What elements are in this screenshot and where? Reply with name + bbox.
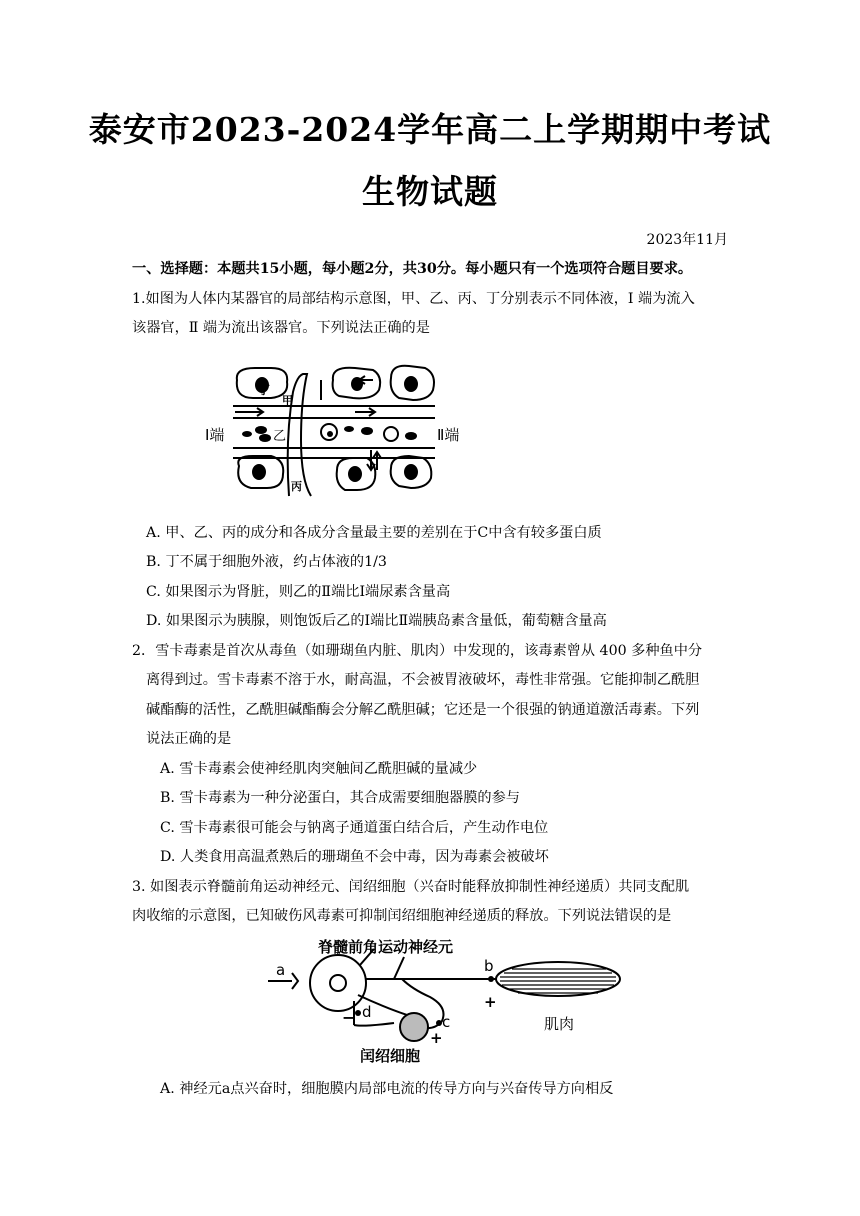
q2-option-a: A. 雪卡毒素会使神经肌肉突触间乙酰胆碱的量减少 xyxy=(160,761,478,777)
q3-option-a: A. 神经元a点兴奋时，细胞膜内局部电流的传导方向与兴奋传导方向相反 xyxy=(160,1081,614,1097)
q1-stem-line2: 该器官，Ⅱ 端为流出该器官。下列说法正确的是 xyxy=(132,320,430,336)
fig1-label-bing: 丙 xyxy=(291,480,302,493)
q1-option-b: B. 丁不属于细胞外液，约占体液的1/3 xyxy=(146,554,387,570)
fig3-label-neuron: 脊髓前角运动神经元 xyxy=(318,938,454,956)
fig1-label-left: Ⅰ端 xyxy=(205,426,225,444)
q1-stem-line1: 1.如图为人体内某器官的局部结构示意图，甲、乙、丙、丁分别表示不同体液，Ⅰ 端为流入 xyxy=(132,291,695,307)
q2-stem-line1: 2．雪卡毒素是首次从毒鱼（如珊瑚鱼内脏、肌肉）中发现的，该毒素曾从 400 多种鱼中分 xyxy=(132,643,703,659)
q1-option-a: A. 甲、乙、丙的成分和各成分含量最主要的差别在于C中含有较多蛋白质 xyxy=(146,525,602,541)
q2-option-c: C. 雪卡毒素很可能会与钠离子通道蛋白结合后，产生动作电位 xyxy=(160,820,549,836)
fig3-label-b: b xyxy=(484,957,494,975)
q2-option-b: B. 雪卡毒素为一种分泌蛋白，其合成需要细胞器膜的参与 xyxy=(160,790,520,806)
fig1-label-right: Ⅱ端 xyxy=(437,426,460,444)
fig3-label-renshaw: 闰绍细胞 xyxy=(360,1047,421,1065)
fig3-label-muscle: 肌肉 xyxy=(544,1015,575,1033)
fig3-label-minus: − xyxy=(342,1008,356,1027)
fig1-label-yi: 乙 xyxy=(273,429,287,444)
fig3-label-plus-c: + xyxy=(430,1029,443,1047)
fig1-label-jia: 甲 xyxy=(282,394,293,407)
q1-option-c: C. 如果图示为肾脏，则乙的Ⅱ端比Ⅰ端尿素含量高 xyxy=(146,584,451,600)
q2-stem-line4: 说法正确的是 xyxy=(146,731,232,747)
exam-date: 2023年11月 xyxy=(646,232,728,248)
q2-stem-line3: 碱酯酶的活性，乙酰胆碱酯酶会分解乙酰胆碱；它还是一个很强的钠通道激活毒素。下列 xyxy=(146,702,700,718)
q3-stem-line2: 肉收缩的示意图，已知破伤风毒素可抑制闰绍细胞神经递质的释放。下列说法错误的是 xyxy=(132,908,672,924)
page-subtitle: 生物试题 xyxy=(362,172,498,211)
page-title: 泰安市2023-2024学年高二上学期期中考试 xyxy=(88,110,772,149)
fig3-label-c: c xyxy=(442,1013,451,1031)
q1-option-d: D. 如果图示为胰腺，则饱饭后乙的Ⅰ端比Ⅱ端胰岛素含量低，葡萄糖含量高 xyxy=(146,613,607,629)
fig3-label-plus-b: + xyxy=(484,993,497,1011)
fig3-label-a: a xyxy=(276,961,286,979)
q3-stem-line1: 3. 如图表示脊髓前角运动神经元、闰绍细胞（兴奋时能释放抑制性神经递质）共同支配肌 xyxy=(132,879,690,895)
fig3-label-d: d xyxy=(362,1003,372,1021)
q2-stem-line2: 离得到过。雪卡毒素不溶于水，耐高温，不会被胃液破坏，毒性非常强。它能抑制乙酰胆 xyxy=(146,672,700,688)
q3-figure xyxy=(262,935,622,1067)
q2-option-d: D. 人类食用高温煮熟后的珊瑚鱼不会中毒，因为毒素会被破坏 xyxy=(160,849,549,865)
section-heading: 一、选择题：本题共15小题，每小题2分，共30分。每小题只有一个选项符合题目要求。 xyxy=(132,261,693,277)
q1-figure xyxy=(205,360,470,500)
fig1-label-ding: 丁 xyxy=(258,383,271,397)
